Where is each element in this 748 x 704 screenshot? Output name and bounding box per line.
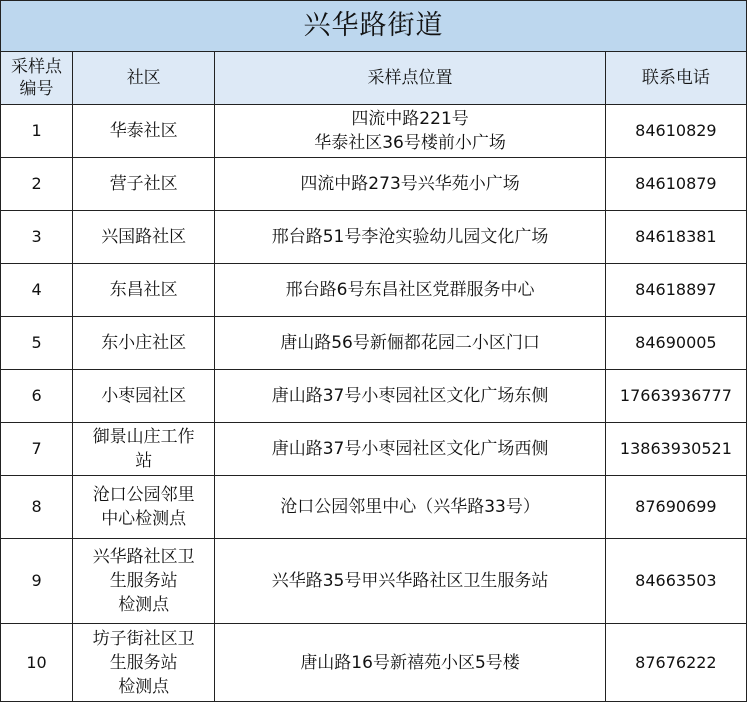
table-title: 兴华路街道 [1,1,747,52]
header-phone: 联系电话 [605,52,746,105]
row-community [73,317,215,370]
row-number-text: 10 [26,652,47,672]
location-line: 华泰社区36号楼前小广场 [314,133,506,153]
location-line: 四流中路221号 [351,109,469,129]
location-line: 兴华路35号甲兴华路社区卫生服务站 [271,571,549,591]
table-body [1,105,747,702]
community-line: 小枣园社区 [101,386,187,406]
community-line: 生服务站 [109,571,178,591]
header-row [1,52,747,105]
row-number-text: 3 [31,227,42,246]
location-line: 四流中路273号兴华苑小广场 [300,174,520,194]
header-number [1,52,73,105]
community-line: 营子社区 [109,174,178,194]
community-line: 坊子街社区卫 [92,628,195,649]
row-number-text: 2 [31,174,42,193]
location-line: 唐山路37号小枣园社区文化广场东侧 [271,386,549,406]
community-line: 沧口公园邻里 [92,485,195,505]
row-community [73,264,215,317]
header-community: 社区 [73,52,215,105]
row-community [73,158,215,211]
row-phone [605,211,746,264]
table-row [1,370,747,423]
row-phone [605,158,746,211]
table-row [1,211,747,264]
row-location [215,476,606,539]
community-line: 检测点 [118,595,170,615]
header-number-line: 采样点 [11,57,63,77]
row-number-text: 7 [31,439,42,458]
row-phone [605,539,746,624]
location-line: 唐山路56号新俪都花园二小区门口 [280,333,540,353]
row-number [1,539,73,624]
location-line: 沧口公园邻里中心（兴华路33号） [280,497,540,517]
row-number [1,370,73,423]
location-line: 唐山路16号新禧苑小区5号楼 [300,652,520,673]
phone-text: 84610879 [635,174,717,193]
community-line: 检测点 [118,676,170,697]
row-number [1,624,73,702]
row-number [1,423,73,476]
header-number-line: 编号 [19,79,54,99]
row-number [1,317,73,370]
phone-text: 84690005 [635,333,717,352]
row-phone [605,624,746,702]
table-row [1,317,747,370]
row-community [73,370,215,423]
phone-text: 13863930521 [619,439,732,458]
location-line: 邢台路51号李沧实验幼儿园文化广场 [271,227,549,247]
row-phone [605,264,746,317]
phone-text: 87690699 [635,497,717,516]
table-row [1,476,747,539]
row-phone [605,317,746,370]
community-line: 东小庄社区 [101,333,187,353]
row-community [73,624,215,702]
table-row [1,264,747,317]
row-number-text: 1 [31,121,42,140]
row-community [73,423,215,476]
community-line: 中心检测点 [101,509,187,529]
row-number [1,211,73,264]
community-line: 东昌社区 [109,280,178,300]
row-number-text: 8 [31,497,42,516]
phone-text: 84618897 [635,280,717,299]
row-location [215,370,606,423]
row-number-text: 9 [31,571,42,590]
row-location [215,211,606,264]
community-line: 御景山庄工作 [92,427,195,447]
row-number [1,105,73,158]
row-community [73,105,215,158]
row-number [1,158,73,211]
table-row [1,624,747,702]
row-location [215,264,606,317]
row-phone [605,370,746,423]
phone-text: 84663503 [635,571,717,590]
row-community [73,539,215,624]
community-line: 华泰社区 [109,121,178,141]
community-line: 兴国路社区 [101,227,187,247]
phone-text: 17663936777 [619,386,732,405]
row-location [215,105,606,158]
row-location [215,158,606,211]
row-location [215,423,606,476]
row-phone [605,105,746,158]
row-phone [605,423,746,476]
row-number-text: 6 [31,386,42,405]
table-row [1,423,747,476]
row-location [215,624,606,702]
row-community [73,211,215,264]
location-line: 唐山路37号小枣园社区文化广场西侧 [271,439,549,459]
community-line: 生服务站 [109,652,178,673]
table-row [1,158,747,211]
row-number [1,476,73,539]
community-line: 兴华路社区卫 [92,547,195,567]
phone-text: 84618381 [635,227,717,246]
phone-text: 87676222 [635,652,717,672]
row-number-text: 5 [31,333,42,352]
row-phone [605,476,746,539]
row-location [215,539,606,624]
table-row [1,539,747,624]
row-number [1,264,73,317]
row-location [215,317,606,370]
header-location: 采样点位置 [215,52,606,105]
location-line: 邢台路6号东昌社区党群服务中心 [285,280,535,300]
row-number-text: 4 [31,280,42,299]
table-row [1,105,747,158]
row-community [73,476,215,539]
phone-text: 84610829 [635,121,717,140]
community-line: 站 [135,451,153,471]
